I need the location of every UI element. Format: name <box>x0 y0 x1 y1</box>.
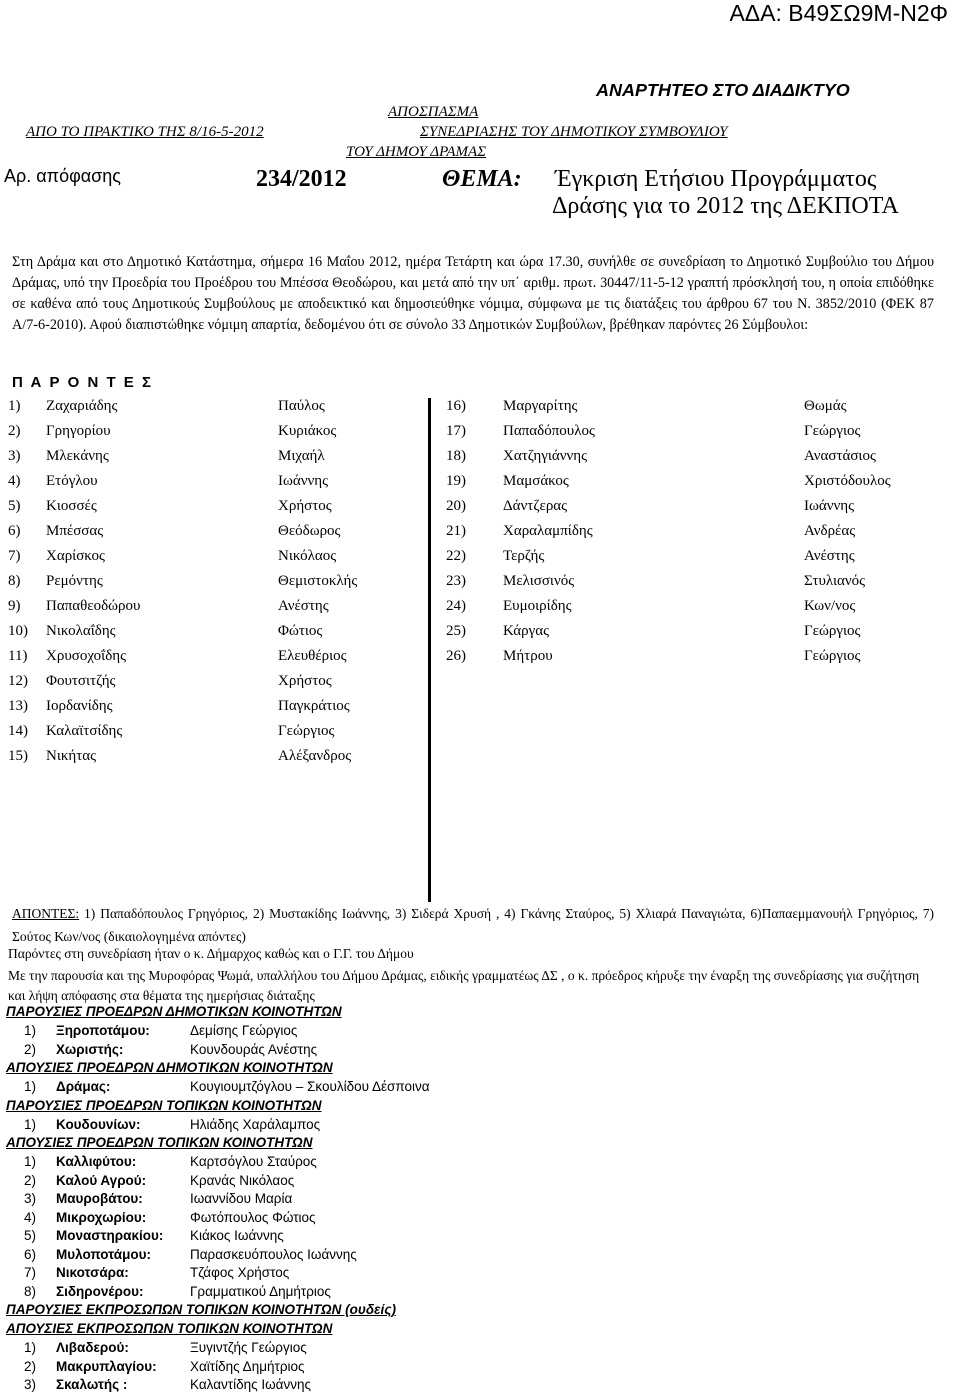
absent-paragraph <box>12 902 934 948</box>
member-number: 23) <box>446 573 466 589</box>
member-number: 2) <box>8 423 21 439</box>
municipality-heading: ΤΟΥ ΔΗΜΟΥ ΔΡΑΜΑΣ <box>346 144 487 160</box>
member-first-name: Θεόδωρος <box>278 523 341 539</box>
representative-name: Παρασκευόπουλος Ιωάννης <box>190 1246 357 1262</box>
member-first-name: Κυριάκος <box>278 423 337 439</box>
representative-name: Δεμίσης Γεώργιος <box>190 1023 298 1038</box>
member-first-name: Παύλος <box>278 398 325 414</box>
item-number: 8) <box>24 1283 37 1299</box>
representative-name: Γραμματικού Δημήτριος <box>190 1283 331 1299</box>
representative-name: Ιωαννίδου Μαρία <box>190 1191 293 1206</box>
member-number: 13) <box>8 698 28 714</box>
member-number: 16) <box>446 398 466 414</box>
member-number: 9) <box>8 598 21 614</box>
member-surname: Κάργας <box>503 623 550 639</box>
member-surname: Χαρίσκος <box>46 548 105 564</box>
member-surname: Ευμοιρίδης <box>503 598 572 614</box>
member-first-name: Αναστάσιος <box>804 448 876 464</box>
member-number: 4) <box>8 473 21 489</box>
member-number: 15) <box>8 748 28 764</box>
member-number: 19) <box>446 473 466 489</box>
community-name: Καλλιφύτου: <box>56 1154 137 1169</box>
member-surname: Ρεμόντης <box>46 573 103 589</box>
decision-label: Αρ. απόφασης <box>4 166 121 186</box>
member-first-name: Χρήστος <box>278 498 332 514</box>
community-name: Κουδουνίων: <box>56 1116 141 1132</box>
member-first-name: Παγκράτιος <box>278 698 350 714</box>
representative-name: Ξυγιντζής Γεώργιος <box>190 1340 307 1355</box>
item-number: 7) <box>24 1265 37 1280</box>
member-surname: Ετόγλου <box>46 473 98 489</box>
representative-name: Ηλιάδης Χαράλαμπος <box>190 1116 321 1132</box>
member-first-name: Χρήστος <box>278 673 332 689</box>
member-surname: Δάντζερας <box>503 498 568 514</box>
absent-text: 1) Παπαδόπουλος Γρηγόριος, 2) Μυστακίδης Ιωάννης, 3) Σιδερά Χρυσή , 4) Γκάνης Σταύρος, 5) Χλιαρά Παναγιώτα, 6)Παπαεμμανουήλ Γρηγόριος, 7) Σούτος Κων/νος (δικαιολογημένα απόντες) <box>12 906 934 944</box>
member-surname: Μλεκάνης <box>46 448 109 464</box>
item-number: 2) <box>24 1172 37 1188</box>
community-name: Μαυροβάτου: <box>56 1191 143 1206</box>
member-number: 14) <box>8 723 28 739</box>
member-surname: Χατζηγιάννης <box>503 448 588 464</box>
community-name: Μακρυπλαγίου: <box>56 1358 157 1374</box>
item-number: 5) <box>24 1228 37 1243</box>
section-title: ΑΠΟΥΣΙΕΣ ΕΚΠΡΟΣΩΠΩΝ ΤΟΠΙΚΩΝ ΚΟΙΝΟΤΗΤΩΝ <box>6 1321 333 1336</box>
member-number: 21) <box>446 523 466 539</box>
item-number: 3) <box>24 1377 37 1392</box>
member-number: 11) <box>8 648 28 664</box>
decision-number: 234/2012 <box>256 166 347 192</box>
member-surname: Μαμσάκος <box>503 473 569 489</box>
representative-name: Καλαντίδης Ιωάννης <box>190 1377 311 1392</box>
member-number: 12) <box>8 673 28 689</box>
member-surname: Καλαϊτσίδης <box>46 723 123 739</box>
member-surname: Χαραλαμπίδης <box>503 523 593 539</box>
present-line: Παρόντες στη συνεδρίαση ήταν ο κ. Δήμαρχος καθώς και ο Γ.Γ. του Δήμου <box>8 946 414 961</box>
column-divider <box>428 398 431 902</box>
member-surname: Παπαθεοδώρου <box>46 598 141 614</box>
member-number: 20) <box>446 498 466 514</box>
member-first-name: Νικόλαος <box>278 548 337 564</box>
member-first-name: Φώτιος <box>278 623 323 639</box>
member-first-name: Θωμάς <box>804 398 847 414</box>
member-first-name: Γεώργιος <box>804 423 861 439</box>
member-first-name: Στυλιανός <box>804 573 866 589</box>
subject-line-2: Δράσης για το 2012 της ΔΕΚΠΟΤΑ <box>552 193 899 219</box>
excerpt-heading: ΑΠΟΣΠΑΣΜΑ <box>388 104 479 120</box>
member-first-name: Ιωάννης <box>278 473 329 489</box>
member-first-name: Γεώργιος <box>804 648 861 664</box>
member-surname: Μελισσινός <box>503 573 575 589</box>
section-title: ΠΑΡΟΥΣΙΕΣ ΠΡΟΕΔΡΩΝ ΔΗΜΟΤΙΚΩΝ ΚΟΙΝΟΤΗΤΩΝ <box>6 1004 342 1019</box>
member-first-name: Ανδρέας <box>804 523 856 539</box>
member-surname: Χρυσοχοΐδης <box>46 648 127 664</box>
representative-name: Χαϊτίδης Δημήτριος <box>190 1358 305 1374</box>
representative-name: Κουνδουράς Ανέστης <box>190 1041 318 1057</box>
member-number: 6) <box>8 523 21 539</box>
member-first-name: Κων/νος <box>804 598 856 614</box>
member-first-name: Ανέστης <box>804 548 855 564</box>
present-label: Π Α Ρ Ο Ν Τ Ε Σ <box>12 374 153 391</box>
item-number: 4) <box>24 1209 37 1225</box>
member-first-name: Γεώργιος <box>804 623 861 639</box>
absent-label: ΑΠΟΝΤΕΣ: <box>12 906 80 921</box>
member-number: 22) <box>446 548 466 564</box>
minutes-heading-left: ΑΠΟ ΤΟ ΠΡΑΚΤΙΚΟ ΤΗΣ 8/16-5-2012 <box>26 124 264 140</box>
member-surname: Φουτσιτζής <box>46 673 116 689</box>
member-number: 17) <box>446 423 466 439</box>
member-number: 7) <box>8 548 21 564</box>
member-number: 25) <box>446 623 466 639</box>
member-number: 24) <box>446 598 466 614</box>
member-first-name: Ελευθέριος <box>278 648 347 664</box>
representative-name: Κιάκος Ιωάννης <box>190 1228 284 1243</box>
member-first-name: Γεώργιος <box>278 723 335 739</box>
member-surname: Μαργαρίτης <box>503 398 578 414</box>
member-first-name: Μιχαήλ <box>278 448 325 464</box>
member-number: 10) <box>8 623 28 639</box>
community-name: Καλού Αγρού: <box>56 1172 147 1188</box>
secretary-line: Με την παρουσία και της Μυροφόρας Ψωμά, υπαλλήλου του Δήμου Δράμας, ειδικής γραμματέως ΔΣ , ο κ. πρόεδρος κήρυξε την έναρξη της συνεδρίασης για συζήτηση και λήψη απόφασης στα θέματα της ημερήσιας διάταξης <box>8 968 920 1003</box>
member-first-name: Ανέστης <box>278 598 329 614</box>
member-surname: Γρηγορίου <box>46 423 111 439</box>
member-number: 8) <box>8 573 21 589</box>
community-name: Χωριστής: <box>56 1041 124 1057</box>
item-number: 1) <box>24 1116 37 1132</box>
member-surname: Νικολαΐδης <box>46 623 116 639</box>
member-surname: Κιοσσές <box>46 498 97 514</box>
community-name: Νικοτσάρα: <box>56 1265 129 1280</box>
member-surname: Ζαχαριάδης <box>46 398 118 414</box>
member-first-name: Θεμιστοκλής <box>278 573 358 589</box>
member-surname: Μπέσσας <box>46 523 104 539</box>
member-surname: Παπαδόπουλος <box>503 423 595 439</box>
community-name: Μικροχωρίου: <box>56 1209 147 1225</box>
member-number: 3) <box>8 448 21 464</box>
section-title: ΠΑΡΟΥΣΙΕΣ ΠΡΟΕΔΡΩΝ ΤΟΠΙΚΩΝ ΚΟΙΝΟΤΗΤΩΝ <box>6 1097 322 1113</box>
member-number: 26) <box>446 648 466 664</box>
member-number: 1) <box>8 398 21 414</box>
member-surname: Ιορδανίδης <box>46 698 113 714</box>
member-first-name: Ιωάννης <box>804 498 855 514</box>
representative-name: Τζάφος Χρήστος <box>190 1265 290 1280</box>
community-name: Δράμας: <box>56 1079 111 1094</box>
community-name: Σιδηρονέρου: <box>56 1283 144 1299</box>
community-name: Ξηροποτάμου: <box>56 1023 150 1038</box>
member-first-name: Χριστόδουλος <box>804 473 891 489</box>
community-name: Μοναστηρακίου: <box>56 1228 164 1243</box>
representative-name: Κρανάς Νικόλαος <box>190 1172 295 1188</box>
representative-name: Κουγιουμτζόγλου – Σκουλίδου Δέσποινα <box>190 1079 430 1094</box>
community-name: Μυλοποτάμου: <box>56 1246 151 1262</box>
subject-label: ΘΕΜΑ: <box>442 166 522 192</box>
member-number: 18) <box>446 448 466 464</box>
community-name: Σκαλωτής : <box>56 1377 128 1392</box>
item-number: 2) <box>24 1358 37 1374</box>
representative-name: Φωτόπουλος Φώτιος <box>190 1209 316 1225</box>
section-title: ΠΑΡΟΥΣΙΕΣ ΕΚΠΡΟΣΩΠΩΝ ΤΟΠΙΚΩΝ ΚΟΙΝΟΤΗΤΩΝ (ουδείς) <box>6 1302 396 1317</box>
subject-line-1: Έγκριση Ετήσιου Προγράμματος <box>555 166 877 192</box>
member-number: 5) <box>8 498 21 514</box>
item-number: 6) <box>24 1246 37 1262</box>
item-number: 1) <box>24 1154 37 1169</box>
community-name: Λιβαδερού: <box>56 1340 129 1355</box>
item-number: 3) <box>24 1191 37 1206</box>
intro-paragraph: Στη Δράμα και στο Δημοτικό Κατάστημα, σήμερα 16 Μαΐου 2012, ημέρα Τετάρτη και ώρα 17.30, συνήλθε σε συνεδρίαση το Δημοτικό Συμβούλιο του Δήμου Δράμας, υπό την Προεδρία του Προέδρου του Μπέσσα Θεοδώρου, και μετά από την υπ΄ αριθμ. πρωτ. 30447/11-5-12 γραπτή πρόσκλησή του, η οποία επιδόθηκε σε καθένα από τους Δημοτικούς Συμβούλους με αποδεικτικό και δημοσιεύθηκε νόμιμα, σύμφωνα με τις διατάξεις του άρθρου 67 του Ν. 3852/2010 (ΦΕΚ 87 Α/7-6-2010). Αφού διαπιστώθηκε νόμιμη απαρτία, δεδομένου ότι σε σύνολο 33 Δημοτικών Συμβούλων, βρέθηκαν παρόντες 26 Σύμβουλοι: <box>12 254 934 333</box>
item-number: 2) <box>24 1041 37 1057</box>
member-surname: Νικήτας <box>46 748 97 764</box>
item-number: 1) <box>24 1079 37 1094</box>
item-number: 1) <box>24 1023 37 1038</box>
member-surname: Τερζής <box>503 548 545 564</box>
item-number: 1) <box>24 1340 37 1355</box>
member-surname: Μήτρου <box>503 648 553 664</box>
representative-name: Καρτσόγλου Σταύρος <box>190 1154 317 1169</box>
posting-notice: ΑΝΑΡΤΗΤΕΟ ΣΤΟ ΔΙΑΔΙΚΤΥΟ <box>596 80 850 100</box>
member-first-name: Αλέξανδρος <box>278 748 352 764</box>
ada-code: ΑΔΑ: Β49ΣΩ9Μ-Ν2Φ <box>729 0 948 26</box>
section-title: ΑΠΟΥΣΙΕΣ ΠΡΟΕΔΡΩΝ ΤΟΠΙΚΩΝ ΚΟΙΝΟΤΗΤΩΝ <box>6 1135 313 1150</box>
section-title: ΑΠΟΥΣΙΕΣ ΠΡΟΕΔΡΩΝ ΔΗΜΟΤΙΚΩΝ ΚΟΙΝΟΤΗΤΩΝ <box>6 1060 333 1075</box>
minutes-heading-right: ΣΥΝΕΔΡΙΑΣΗΣ ΤΟΥ ΔΗΜΟΤΙΚΟΥ ΣΥΜΒΟΥΛΙΟΥ <box>420 124 728 140</box>
